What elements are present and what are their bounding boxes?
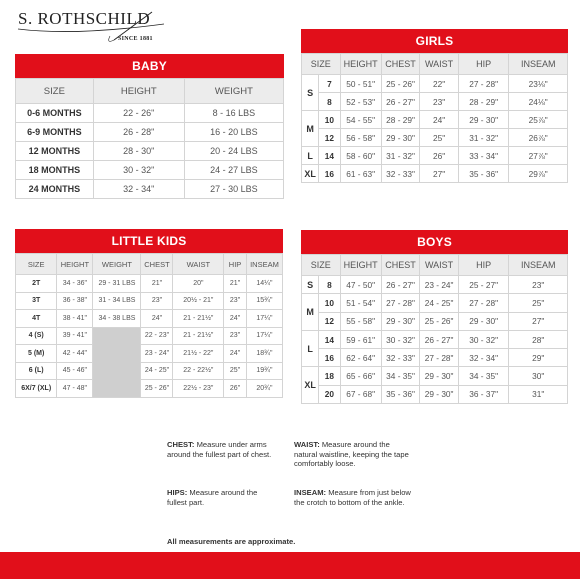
- table-row: [302, 93, 568, 111]
- table-cell: 27": [509, 312, 568, 330]
- column-header: WAIST: [173, 254, 224, 275]
- table-cell: 23": [224, 292, 247, 310]
- table-row: [16, 310, 283, 328]
- table-cell: 29 - 30": [420, 385, 459, 403]
- column-header: HIP: [458, 54, 509, 75]
- table-header-row: [302, 255, 568, 276]
- hips-note: [167, 488, 277, 507]
- table-cell: 23 - 24": [420, 276, 459, 294]
- table-cell: 22 - 26": [93, 104, 184, 123]
- approximate-disclaimer: All measurements are approximate.: [167, 537, 296, 546]
- table-cell: 31 - 34 LBS: [93, 292, 141, 310]
- table-cell: 34 - 35": [381, 367, 420, 385]
- table-cell: 27 - 28": [420, 349, 459, 367]
- table-cell: 23 - 24": [141, 345, 173, 363]
- waist-label: WAIST:: [294, 440, 320, 449]
- table-cell: 16 - 20 LBS: [184, 123, 283, 142]
- table-row: [302, 367, 568, 385]
- table-row: [16, 123, 284, 142]
- column-header: SIZE: [302, 54, 341, 75]
- table-cell: 26": [420, 147, 459, 165]
- table-cell: 25 - 26": [420, 312, 459, 330]
- column-header: INSEAM: [509, 54, 568, 75]
- table-cell: 29⅞": [509, 165, 568, 183]
- table-cell: 58 - 60": [340, 147, 381, 165]
- table-row: [302, 129, 568, 147]
- column-header: SIZE: [16, 254, 57, 275]
- table-cell: 56 - 58": [340, 129, 381, 147]
- table-cell: 15¾": [246, 292, 282, 310]
- size-cell: 5 (M): [16, 345, 57, 363]
- table-cell: 27 - 30 LBS: [184, 180, 283, 199]
- size-cell: 3T: [16, 292, 57, 310]
- table-cell: 47 - 48": [57, 380, 93, 398]
- table-cell: 32 - 34": [458, 349, 509, 367]
- table-cell: 19¾": [246, 362, 282, 380]
- table-row: [302, 75, 568, 93]
- table-row: [302, 147, 568, 165]
- table-cell: 59 - 61": [340, 330, 381, 348]
- table-cell: 23": [224, 327, 247, 345]
- table-cell: 54 - 55": [340, 111, 381, 129]
- size-cell: 7: [319, 75, 340, 93]
- little-kids-title: LITTLE KIDS: [15, 229, 283, 253]
- table-cell: 24": [224, 345, 247, 363]
- table-cell: 24 - 27 LBS: [184, 161, 283, 180]
- size-cell: 14: [319, 330, 340, 348]
- table-row: [16, 345, 283, 363]
- chest-label: CHEST:: [167, 440, 195, 449]
- table-cell: 28 - 29": [458, 93, 509, 111]
- column-header: INSEAM: [246, 254, 282, 275]
- table-cell: 25 - 26": [141, 380, 173, 398]
- table-cell: 26 - 27": [381, 276, 420, 294]
- table-cell: 45 - 46": [57, 362, 93, 380]
- table-cell: 20¾": [246, 380, 282, 398]
- size-cell: 4 (S): [16, 327, 57, 345]
- table-row: [16, 180, 284, 199]
- empty-weight-cell: [93, 327, 141, 397]
- column-header: HIP: [458, 255, 509, 276]
- column-header: CHEST: [381, 255, 420, 276]
- table-cell: 24": [224, 310, 247, 328]
- table-cell: 25 - 26": [381, 75, 420, 93]
- size-cell: 12 MONTHS: [16, 142, 94, 161]
- table-cell: 61 - 63": [340, 165, 381, 183]
- inseam-label: INSEAM:: [294, 488, 327, 497]
- size-cell: 18 MONTHS: [16, 161, 94, 180]
- table-cell: 23": [420, 93, 459, 111]
- size-cell: 0-6 MONTHS: [16, 104, 94, 123]
- table-cell: 25": [420, 129, 459, 147]
- table-row: [302, 111, 568, 129]
- table-cell: 29 - 30": [381, 129, 420, 147]
- size-cell: 2T: [16, 275, 57, 293]
- size-group: M: [302, 111, 319, 147]
- table-cell: 23": [141, 292, 173, 310]
- table-cell: 17¼": [246, 327, 282, 345]
- hips-label: HIPS:: [167, 488, 188, 497]
- brand-logo: [14, 6, 174, 48]
- column-header: HEIGHT: [93, 79, 184, 104]
- table-cell: 47 - 50": [340, 276, 381, 294]
- table-row: [302, 276, 568, 294]
- table-row: [16, 292, 283, 310]
- size-cell: 18: [319, 367, 340, 385]
- table-cell: 23": [509, 276, 568, 294]
- table-cell: 30": [509, 367, 568, 385]
- size-cell: 24 MONTHS: [16, 180, 94, 199]
- table-cell: 25 - 27": [458, 276, 509, 294]
- size-cell: 12: [319, 312, 340, 330]
- table-cell: 31": [509, 385, 568, 403]
- size-cell: 16: [319, 165, 340, 183]
- table-cell: 26 - 28": [93, 123, 184, 142]
- table-cell: 8 - 16 LBS: [184, 104, 283, 123]
- table-cell: 18¾": [246, 345, 282, 363]
- baby-title: BABY: [15, 54, 284, 78]
- footer-bar: [0, 552, 580, 579]
- table-row: [16, 327, 283, 345]
- table-cell: 17¼": [246, 310, 282, 328]
- table-cell: 21 - 21½": [173, 310, 224, 328]
- table-cell: 32 - 34": [93, 180, 184, 199]
- table-row: [302, 349, 568, 367]
- girls-title: GIRLS: [301, 29, 568, 53]
- table-cell: 28": [509, 330, 568, 348]
- table-cell: 28 - 29": [381, 111, 420, 129]
- size-cell: 20: [319, 385, 340, 403]
- table-cell: 22": [420, 75, 459, 93]
- table-cell: 34 - 35": [458, 367, 509, 385]
- boys-title: BOYS: [301, 230, 568, 254]
- table-cell: 38 - 41": [57, 310, 93, 328]
- table-cell: 22 - 22½": [173, 362, 224, 380]
- table-cell: 52 - 53": [340, 93, 381, 111]
- size-group: L: [302, 330, 319, 367]
- hips-text: Measure around the fullest part.: [167, 488, 258, 507]
- table-cell: 20½ - 21": [173, 292, 224, 310]
- table-row: [16, 104, 284, 123]
- table-cell: 34 - 36": [57, 275, 93, 293]
- table-row: [16, 275, 283, 293]
- table-row: [302, 330, 568, 348]
- size-group: XL: [302, 367, 319, 404]
- table-cell: 27 - 28": [458, 294, 509, 312]
- table-row: [302, 165, 568, 183]
- table-row: [16, 362, 283, 380]
- table-cell: 29 - 30": [458, 312, 509, 330]
- table-cell: 26⅞": [509, 129, 568, 147]
- column-header: WAIST: [420, 255, 459, 276]
- table-row: [16, 142, 284, 161]
- size-group: L: [302, 147, 319, 165]
- size-cell: 8: [319, 93, 340, 111]
- little-kids-size-table: [15, 229, 283, 398]
- size-cell: 10: [319, 294, 340, 312]
- table-cell: 24": [420, 111, 459, 129]
- table-cell: 27⅞": [509, 147, 568, 165]
- size-group: M: [302, 294, 319, 331]
- size-cell: 12: [319, 129, 340, 147]
- size-group: S: [302, 75, 319, 111]
- table-cell: 35 - 36": [458, 165, 509, 183]
- table-cell: 24": [141, 310, 173, 328]
- table-cell: 67 - 68": [340, 385, 381, 403]
- table-cell: 62 - 64": [340, 349, 381, 367]
- girls-size-table: [301, 29, 568, 183]
- size-cell: 10: [319, 111, 340, 129]
- boys-size-table: [301, 230, 568, 404]
- table-cell: 25": [509, 294, 568, 312]
- column-header: CHEST: [381, 54, 420, 75]
- table-row: [16, 161, 284, 180]
- chest-text: Measure under arms around the fullest part of chest.: [167, 440, 272, 459]
- table-cell: 24 - 25": [420, 294, 459, 312]
- table-cell: 36 - 38": [57, 292, 93, 310]
- table-cell: 14¼": [246, 275, 282, 293]
- size-group: XL: [302, 165, 319, 183]
- table-cell: 26 - 27": [381, 93, 420, 111]
- table-cell: 28 - 30": [93, 142, 184, 161]
- table-cell: 29 - 30": [381, 312, 420, 330]
- table-cell: 29 - 31 LBS: [93, 275, 141, 293]
- logo-text: S. ROTHSCHILD: [18, 9, 151, 28]
- column-header: WAIST: [420, 54, 459, 75]
- table-cell: 32 - 33": [381, 349, 420, 367]
- table-cell: 30 - 32": [93, 161, 184, 180]
- column-header: INSEAM: [509, 255, 568, 276]
- table-cell: 21 - 21½": [173, 327, 224, 345]
- column-header: WEIGHT: [184, 79, 283, 104]
- table-row: [302, 294, 568, 312]
- table-cell: 31 - 32": [381, 147, 420, 165]
- table-cell: 27 - 28": [381, 294, 420, 312]
- table-cell: 24 - 25": [141, 362, 173, 380]
- column-header: SIZE: [302, 255, 341, 276]
- table-cell: 65 - 66": [340, 367, 381, 385]
- table-cell: 50 - 51": [340, 75, 381, 93]
- column-header: SIZE: [16, 79, 94, 104]
- table-cell: 33 - 34": [458, 147, 509, 165]
- table-cell: 23⅛": [509, 75, 568, 93]
- size-cell: 4T: [16, 310, 57, 328]
- size-cell: 8: [319, 276, 340, 294]
- column-header: HEIGHT: [340, 255, 381, 276]
- waist-text: Measure around the natural waistline, keeping the tape comfortably loose.: [294, 440, 409, 468]
- table-header-row: [16, 79, 284, 104]
- table-cell: 30 - 32": [458, 330, 509, 348]
- column-header: CHEST: [141, 254, 173, 275]
- chest-note: [167, 440, 292, 459]
- inseam-text: Measure from just below the crotch to bottom of the ankle.: [294, 488, 411, 507]
- table-row: [302, 385, 568, 403]
- size-group: S: [302, 276, 319, 294]
- table-cell: 39 - 41": [57, 327, 93, 345]
- column-header: HEIGHT: [340, 54, 381, 75]
- table-header-row: [16, 254, 283, 275]
- size-cell: 14: [319, 147, 340, 165]
- table-header-row: [302, 54, 568, 75]
- table-cell: 24⅛": [509, 93, 568, 111]
- table-cell: 55 - 58": [340, 312, 381, 330]
- table-cell: 34 - 38 LBS: [93, 310, 141, 328]
- size-cell: 6-9 MONTHS: [16, 123, 94, 142]
- table-cell: 30 - 32": [381, 330, 420, 348]
- waist-note: [294, 440, 414, 469]
- table-cell: 29 - 30": [420, 367, 459, 385]
- table-cell: 21½ - 22": [173, 345, 224, 363]
- table-cell: 22½ - 23": [173, 380, 224, 398]
- table-cell: 26": [224, 380, 247, 398]
- size-cell: 6 (L): [16, 362, 57, 380]
- table-cell: 22 - 23": [141, 327, 173, 345]
- table-cell: 25": [224, 362, 247, 380]
- table-cell: 27": [420, 165, 459, 183]
- table-row: [16, 380, 283, 398]
- table-cell: 31 - 32": [458, 129, 509, 147]
- table-cell: 29 - 30": [458, 111, 509, 129]
- table-cell: 21": [224, 275, 247, 293]
- table-cell: 29": [509, 349, 568, 367]
- logo-since: SINCE 1881: [118, 36, 153, 42]
- table-cell: 32 - 33": [381, 165, 420, 183]
- size-cell: 16: [319, 349, 340, 367]
- table-cell: 20 - 24 LBS: [184, 142, 283, 161]
- baby-size-table: [15, 54, 284, 199]
- inseam-note: [294, 488, 416, 507]
- table-cell: 25⅞": [509, 111, 568, 129]
- column-header: HEIGHT: [57, 254, 93, 275]
- table-cell: 26 - 27": [420, 330, 459, 348]
- table-cell: 21": [141, 275, 173, 293]
- table-row: [302, 312, 568, 330]
- table-cell: 36 - 37": [458, 385, 509, 403]
- table-cell: 35 - 36": [381, 385, 420, 403]
- table-cell: 51 - 54": [340, 294, 381, 312]
- column-header: HIP: [224, 254, 247, 275]
- table-cell: 27 - 28": [458, 75, 509, 93]
- table-cell: 42 - 44": [57, 345, 93, 363]
- column-header: WEIGHT: [93, 254, 141, 275]
- size-cell: 6X/7 (XL): [16, 380, 57, 398]
- table-cell: 20": [173, 275, 224, 293]
